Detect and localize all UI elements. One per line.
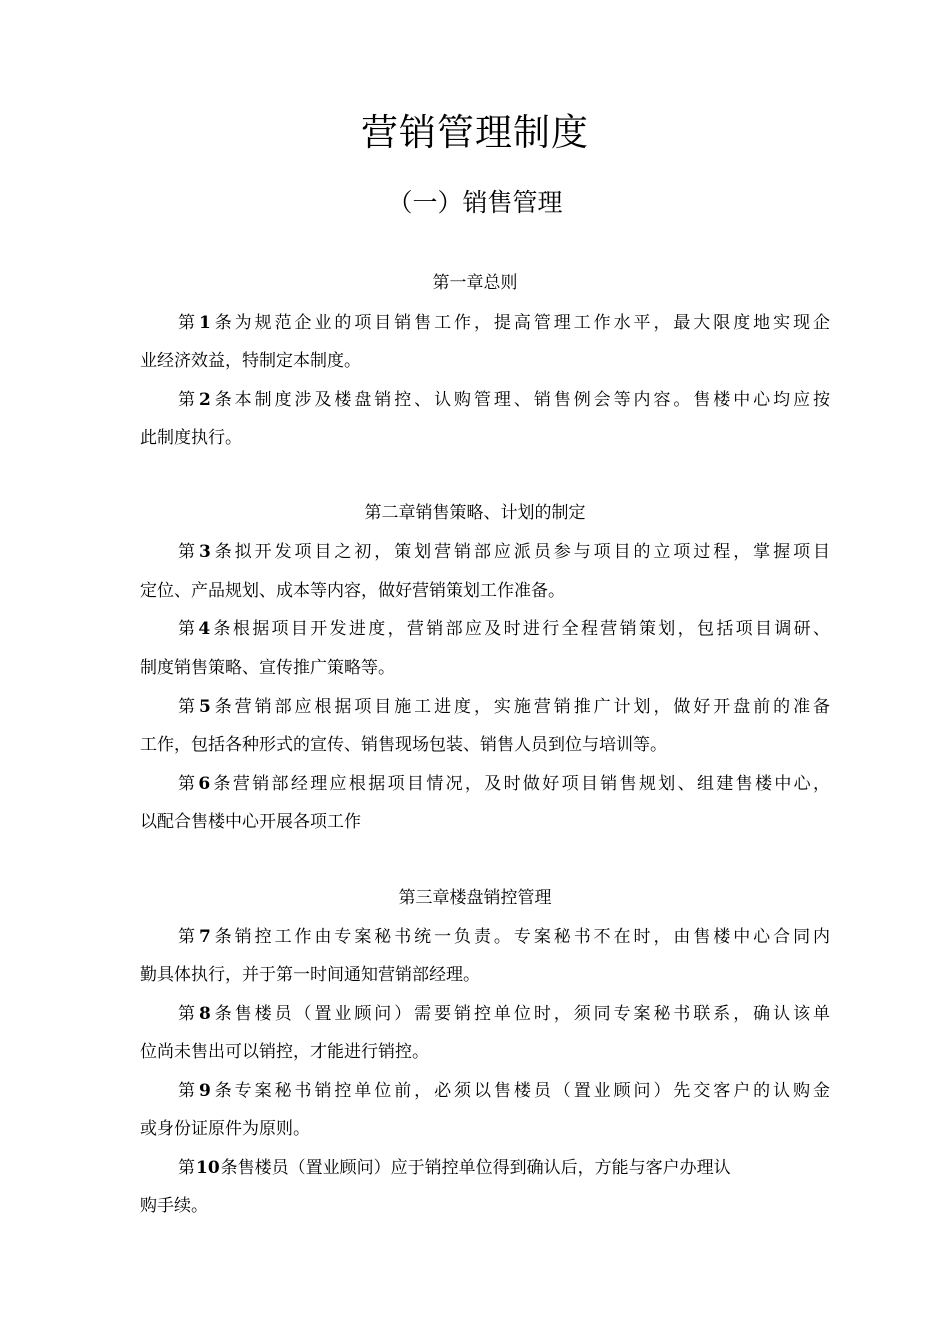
article-text: 条营销部经理应根据项目情况，及时做好项目销售规划、组建售楼中心，	[211, 774, 831, 794]
article-prefix: 第	[178, 542, 198, 562]
article-line: 购手续。	[140, 1196, 208, 1216]
article-number: 8	[198, 1004, 211, 1024]
article-line	[178, 1002, 830, 1026]
article-line	[178, 695, 830, 719]
article-text: 条本制度涉及楼盘销控、认购管理、销售例会等内容。售楼中心均应按	[211, 390, 831, 410]
chapter-heading: 第一章总则	[432, 273, 518, 293]
article-line: 或身份证原件为原则。	[140, 1119, 310, 1139]
article-number: 7	[198, 927, 211, 947]
article-prefix: 第	[178, 697, 198, 717]
article-number: 5	[198, 697, 211, 717]
article-line	[178, 925, 830, 949]
article-line: 以配合售楼中心开展各项工作	[140, 812, 361, 832]
article-number: 3	[198, 542, 211, 562]
article-text: 条营销部应根据项目施工进度，实施营销推广计划，做好开盘前的准备	[211, 697, 831, 717]
article-number: 1	[198, 313, 211, 333]
article-line: 业经济效益，特制定本制度。	[140, 351, 361, 371]
article-line	[178, 1079, 830, 1103]
article-number: 6	[198, 774, 211, 794]
article-text: 条专案秘书销控单位前，必须以售楼员（置业顾问）先交客户的认购金	[211, 1081, 831, 1101]
article-line	[178, 772, 830, 796]
article-line: 制度销售策略、宣传推广策略等。	[140, 658, 395, 678]
article-line: 勤具体执行，并于第一时间通知营销部经理。	[140, 965, 480, 985]
article-prefix: 第	[178, 1158, 195, 1178]
article-number: 10	[196, 1158, 220, 1178]
article-line	[178, 1156, 798, 1180]
article-number: 4	[198, 619, 211, 639]
article-line	[178, 540, 830, 564]
document-title: 营销管理制度	[361, 111, 589, 154]
article-text: 条销控工作由专案秘书统一负责。专案秘书不在时，由售楼中心合同内	[211, 927, 831, 947]
article-prefix: 第	[178, 1081, 198, 1101]
article-line	[178, 388, 830, 412]
chapter-heading: 第二章销售策略、计划的制定	[364, 503, 586, 523]
article-prefix: 第	[178, 619, 198, 639]
article-prefix: 第	[178, 927, 198, 947]
document-subtitle: （一）销售管理	[387, 188, 563, 217]
article-number: 9	[198, 1081, 211, 1101]
article-line: 定位、产品规划、成本等内容，做好营销策划工作准备。	[140, 581, 565, 601]
article-prefix: 第	[178, 774, 198, 794]
article-prefix: 第	[178, 390, 198, 410]
article-prefix: 第	[178, 313, 198, 333]
chapter-heading: 第三章楼盘销控管理	[398, 888, 552, 908]
article-line: 位尚未售出可以销控，才能进行销控。	[140, 1042, 429, 1062]
article-line: 工作，包括各种形式的宣传、销售现场包装、销售人员到位与培训等。	[140, 735, 667, 755]
article-text: 条拟开发项目之初，策划营销部应派员参与项目的立项过程，掌握项目	[211, 542, 831, 562]
article-text: 条售楼员（置业顾问）需要销控单位时，须同专案秘书联系，确认该单	[211, 1004, 831, 1024]
article-prefix: 第	[178, 1004, 198, 1024]
article-number: 2	[198, 390, 211, 410]
article-text: 条为规范企业的项目销售工作，提高管理工作水平，最大限度地实现企	[211, 313, 831, 333]
article-line: 此制度执行。	[140, 428, 242, 448]
article-text: 条售楼员（置业顾问）应于销控单位得到确认后，方能与客户办理认	[220, 1158, 731, 1178]
article-line	[178, 617, 830, 641]
article-line	[178, 311, 830, 335]
article-text: 条根据项目开发进度，营销部应及时进行全程营销策划，包括项目调研、	[211, 619, 831, 639]
